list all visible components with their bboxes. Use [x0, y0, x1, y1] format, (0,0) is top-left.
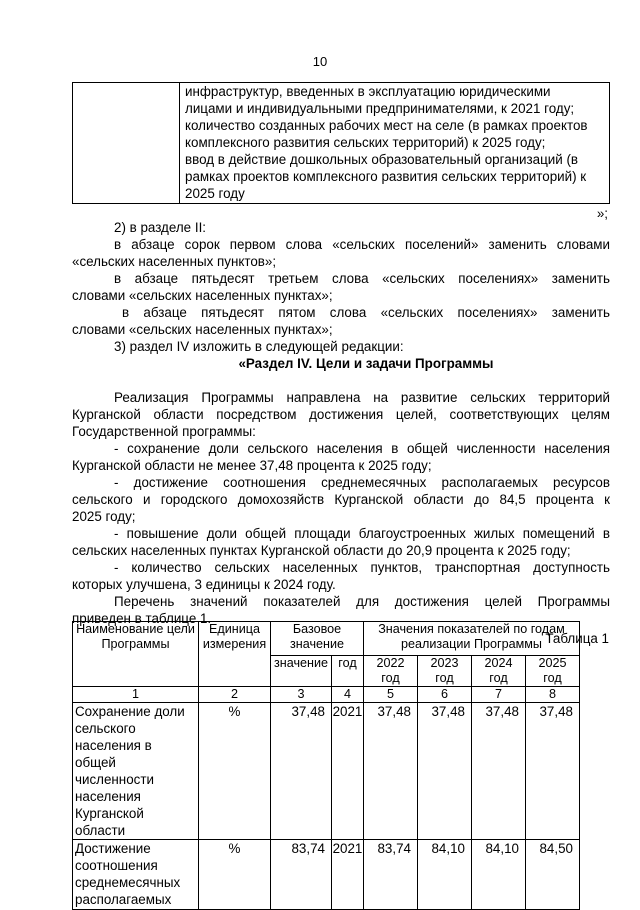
goal-name: Достижение соотношения среднемесячных располагаемых	[73, 840, 199, 910]
column-number: 8	[526, 687, 580, 703]
continuation-line: инфраструктур, введенных в эксплуатацию юридическими	[185, 84, 551, 99]
goal-line: - сохранение доли сельского населения в общей численности населения	[114, 441, 610, 456]
goal-line: сельских населенных пунктах Курганской области до 20,9 процента к 2025 году;	[72, 543, 571, 558]
header-base-value: значение	[271, 656, 332, 687]
amendment-text: «сельских населенных пунктов»;	[72, 254, 277, 269]
base-year-cell: 2021	[332, 703, 364, 840]
value-cell: 84,50	[526, 840, 580, 910]
paragraph-line: Перечень значений показателей для достижения целей Программы	[114, 594, 610, 609]
header-base-year: год	[332, 656, 364, 687]
value-cell: 37,48	[418, 703, 472, 840]
column-number: 2	[199, 687, 271, 703]
continuation-table-right-cell	[185, 83, 605, 202]
column-number: 4	[332, 687, 364, 703]
base-value-cell: 83,74	[271, 840, 332, 910]
header-values: Значения показателей по годам реализации Программы	[364, 622, 580, 656]
page-number: 10	[312, 54, 328, 69]
value-cell: 84,10	[418, 840, 472, 910]
unit-cell: %	[199, 840, 271, 910]
paragraph-line: Курганской области посредством достижения целей, соответствующих целям	[72, 407, 610, 422]
header-year: 2024 год	[472, 656, 526, 687]
table-caption: Таблица 1	[545, 631, 609, 646]
amendment-text: словами «сельских населенных пунктах»;	[72, 288, 333, 303]
continuation-line: лицами и индивидуальными предпринимателями, к 2021 году;	[185, 101, 575, 116]
section-heading: «Раздел IV. Цели и задачи Программы	[238, 356, 494, 371]
column-number: 3	[271, 687, 332, 703]
value-cell: 37,48	[364, 703, 418, 840]
continuation-line: комплексного развития сельских территорий) к 2025 году;	[185, 135, 546, 150]
base-value-cell: 37,48	[271, 703, 332, 840]
goal-line: Курганской области не менее 37,48 процента к 2025 году;	[72, 458, 432, 473]
indicators-table	[72, 621, 580, 910]
column-number: 1	[73, 687, 199, 703]
goal-line: - повышение доли общей площади благоустроенных жилых помещений в	[114, 526, 610, 541]
column-number: 5	[364, 687, 418, 703]
goal-line: - достижение соотношения среднемесячных располагаемых ресурсов	[114, 475, 610, 490]
continuation-line: ввод в действие дошкольных образовательный организаций (в	[185, 152, 579, 167]
header-year: 2022 год	[364, 656, 418, 687]
value-cell: 84,10	[472, 840, 526, 910]
goal-line: - количество сельских населенных пунктов, транспортная доступность	[114, 560, 610, 575]
amendment-text: в абзаце сорок первом слова «сельских поселений» заменить словами	[114, 237, 610, 252]
value-cell: 83,74	[364, 840, 418, 910]
paragraph-line: приведен в таблице 1.	[72, 611, 212, 626]
goal-name: Сохранение доли сельского населения в общей численности населения Курганской области	[73, 703, 199, 840]
base-year-cell: 2021	[332, 840, 364, 910]
unit-cell: %	[199, 703, 271, 840]
goal-line: которых улучшена, 3 единицы к 2024 году.	[72, 577, 336, 592]
amendment-text: в абзаце пятьдесят пятом слова «сельских поселениях» заменить	[122, 305, 610, 320]
continuation-table-left-cell	[73, 83, 180, 203]
amendment-item-3: 3) раздел IV изложить в следующей редакции:	[114, 339, 404, 354]
closing-quote: »;	[596, 206, 608, 221]
value-cell: 37,48	[472, 703, 526, 840]
continuation-line: рамках проектов комплексного развития сельских территорий) к	[185, 169, 587, 184]
continuation-line: 2025 году	[185, 186, 245, 201]
header-unit: Единица измерения	[199, 622, 271, 687]
amendment-item-2: 2) в разделе II:	[114, 220, 207, 235]
amendment-text: словами «сельских населенных пунктах»;	[72, 322, 333, 337]
continuation-line: количество созданных рабочих мест на селе (в рамках проектов	[185, 118, 588, 133]
paragraph-line: Государственной программы:	[72, 424, 256, 439]
header-base: Базовое значение	[271, 622, 364, 656]
column-number: 7	[472, 687, 526, 703]
table-row	[73, 703, 580, 840]
header-year: 2023 год	[418, 656, 472, 687]
header-year: 2025 год	[526, 656, 580, 687]
amendment-text: в абзаце пятьдесят третьем слова «сельских поселениях» заменить	[114, 271, 610, 286]
goal-line: 2025 году;	[72, 509, 136, 524]
table-row	[73, 840, 580, 910]
value-cell: 37,48	[526, 703, 580, 840]
column-number: 6	[418, 687, 472, 703]
header-goal: Наименование цели Программы	[73, 622, 199, 687]
continuation-table	[72, 82, 610, 204]
paragraph-line: Реализация Программы направлена на развитие сельских территорий	[114, 390, 610, 405]
goal-line: сельского и городского домохозяйств Курганской области до 84,5 процента к	[72, 492, 610, 507]
